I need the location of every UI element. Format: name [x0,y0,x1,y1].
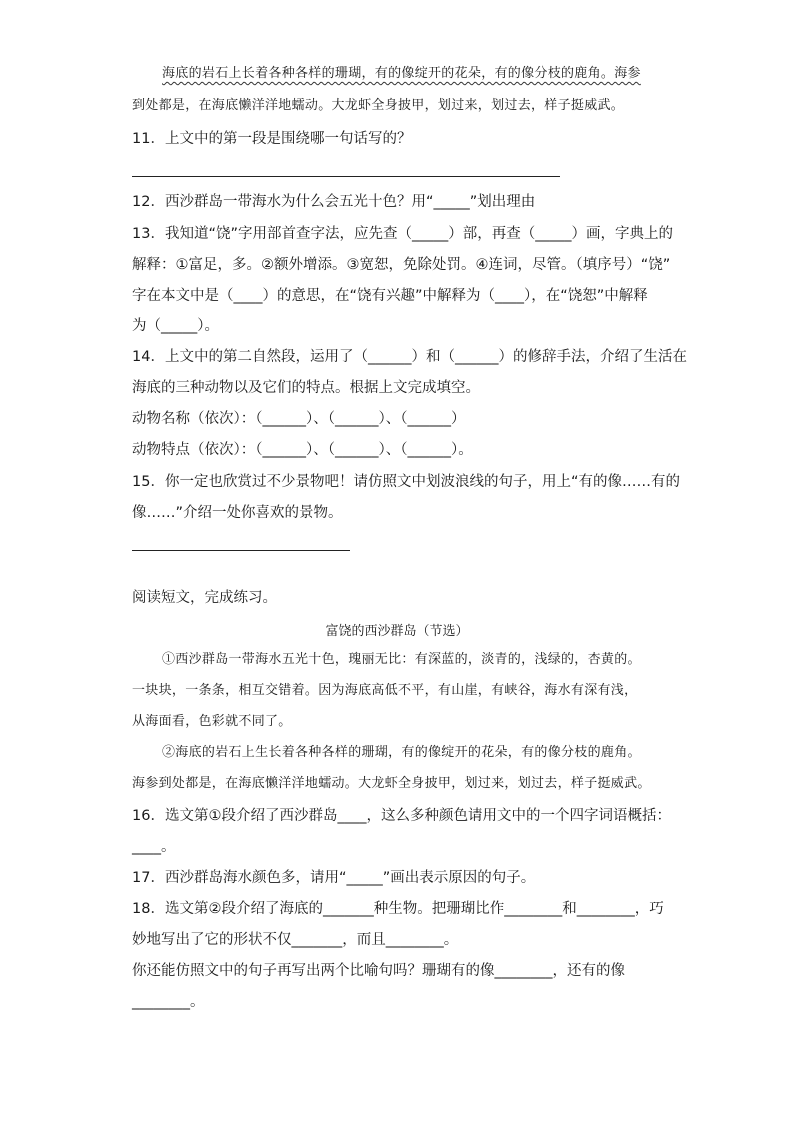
question-18-line4: ________。 [132,994,205,1010]
question-13-line3: 字在本文中是（____）的意思，在“饶有兴趣”中解释为（____），在“饶恕”中解释 [132,288,648,304]
question-16-line1: 16．选文第①段介绍了西沙群岛____，这么多种颜色请用文中的一个四字词语概括： [132,808,671,824]
question-14-line3: 动物名称（依次）：（______）、（______）、（______） [132,411,466,427]
passage2-p2-line1: ②海底的岩石上生长着各种各样的珊瑚，有的像绽开的花朵，有的像分枝的鹿角。 [162,745,641,760]
question-17: 17．西沙群岛海水颜色多，请用“_____”画出表示原因的句子。 [132,870,536,886]
question-15-line2: 像……”介绍一处你喜欢的景物。 [132,505,343,521]
question-15-line1: 15．你一定也欣赏过不少景物吧！请仿照文中划波浪线的句子，用上“有的像……有的 [132,474,680,490]
question-18-line2: 妙地写出了它的形状不仅_______，而且________。 [132,932,459,948]
passage2-p1-line3: 从海面看，色彩就不同了。 [132,714,292,729]
passage1-line1 [162,64,641,84]
question-18-line1: 18．选文第②段介绍了海底的_______种生物。把珊瑚比作________和________，巧 [132,901,664,917]
question-14-line1: 14．上文中的第二自然段，运用了（______）和（______）的修辞手法，介绍了生活在 [132,349,687,365]
answer-line-15[interactable] [132,550,350,551]
wavy-underlined-sentence: 海底的岩石上长着各种各样的珊瑚，有的像绽开的花朵，有的像分枝的鹿角。海参 [162,66,641,81]
passage2-p1-line2: 一块块，一条条，相互交错着。因为海底高低不平，有山崖，有峡谷，海水有深有浅， [132,683,638,698]
question-18-line3: 你还能仿照文中的句子再写出两个比喻句吗？珊瑚有的像________，还有的像 [132,963,625,979]
answer-line-11[interactable] [132,176,560,177]
passage-title: 富饶的西沙群岛（节选） [325,624,469,639]
passage1-line2: 到处都是，在海底懒洋洋地蠕动。大龙虾全身披甲，划过来，划过去，样子挺威武。 [132,98,625,113]
question-16-line2: ____。 [132,839,176,855]
question-13-line1: 13．我知道“饶”字用部首查字法，应先查（_____）部，再查（_____）画，字典上的 [132,226,673,242]
question-13-line4: 为（_____）。 [132,318,219,334]
question-14-line2: 海底的三种动物以及它们的特点。根据上文完成填空。 [132,380,480,396]
passage2-p2-line2: 海参到处都是，在海底懒洋洋地蠕动。大龙虾全身披甲，划过来，划过去，样子挺威武。 [132,776,651,791]
question-14-line4: 动物特点（依次）：（______）、（______）、（______）。 [132,442,473,458]
passage2-p1-line1: ①西沙群岛一带海水五光十色，瑰丽无比：有深蓝的，淡青的，浅绿的，杏黄的。 [162,652,641,667]
question-12: 12．西沙群岛一带海水为什么会五光十色？用“_____”划出理由 [132,194,536,210]
question-11: 11．上文中的第一段是围绕哪一句话写的？ [132,131,412,147]
reading-intro: 阅读短文，完成练习。 [132,590,277,606]
question-13-line2: 解释：①富足，多。②额外增添。③宽恕，免除处罚。④连词，尽管。（填序号）“饶” [132,257,671,273]
